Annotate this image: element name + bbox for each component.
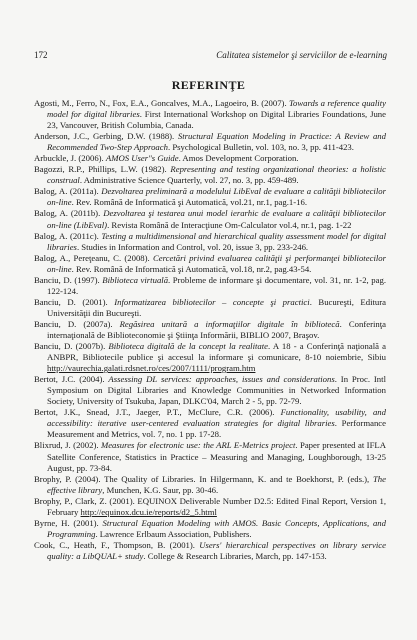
reference-list (34, 98, 386, 562)
reference-details: . Conferinţa internaţională de Biblioteconomie şi Ştiinţa Informării, BIBLIO 2007, Braşov. (47, 318, 386, 340)
reference-title: Biblioteca digitală de la concept la realitate (108, 341, 269, 352)
reference-details: . Revista Română de Interacţiune Om-Calculator vol.4, nr.1, pag. 1-22 (107, 219, 352, 230)
reference-title: Functionality, usability, and accessibility: iterative user-centered evaluation strategies for digital libraries (47, 407, 386, 429)
reference-details: . Amos Development Corporation. (178, 153, 299, 164)
reference-title: Measures for electronic use: the ARL E-Metrics project (100, 440, 296, 451)
reference-details: . A 18 - a Conferinţă naţională a ANBPR, Bibliotecile publice şi accesul la informare şi comunicare, 8-10 noiembrie, Sibiu (47, 341, 386, 363)
reference-title: Structural Equation Modeling with AMOS. Basic Concepts, Applications, and Programming (47, 517, 386, 539)
reference-entry (34, 186, 386, 208)
reference-authors: Balog, A. (2011b). (34, 208, 104, 219)
reference-authors: Banciu, D. (2001). (34, 296, 115, 307)
reference-authors: Blixrud, J. (2002). (34, 440, 101, 451)
reference-authors: Bertot, J.K., Snead, J.T., Jaeger, P.T., McClure, C.R. (2006). (34, 407, 281, 418)
reference-title: AMOS User"s Guide (105, 153, 179, 164)
running-title: Calitatea sistemelor şi serviciilor de e-learning (216, 50, 387, 60)
reference-authors: Banciu, D. (1997). (34, 274, 103, 285)
reference-entry (34, 231, 386, 253)
reference-title: Informatizarea bibliotecilor – concepte şi practici (114, 296, 310, 307)
section-title: REFERINŢE (171, 78, 246, 92)
reference-link[interactable]: http://equinox.dcu.ie/reports/d2_5.html (80, 506, 217, 517)
reference-details: . College & Research Libraries, March, pp. 147-153. (143, 550, 327, 561)
reference-entry (34, 540, 386, 562)
reference-title: Representing and testing organizational theories: a holistic construal (47, 164, 386, 186)
reference-details: . Lawrence Erlbaum Association, Publishers. (95, 528, 252, 539)
reference-details: . Performance Measurement and Metrics, vol. 7, no. 1 pp. 17-28. (47, 418, 386, 440)
reference-entry (34, 440, 386, 473)
reference-title: Regăsirea unitară a informaţiilor digitale în bibliotecă (119, 318, 340, 329)
reference-authors: Byrne, H. (2001). (34, 517, 103, 528)
reference-details: . In Proc. Intl Symposium on Digital Libraries and Knowledge Communities in Networked Information Society, University of Tsukuba, Japan, DLKC'04, March 2 - 5, pp. 72-79. (47, 374, 386, 407)
reference-authors: Arbuckle, J. (2006). (34, 153, 106, 164)
reference-authors: Banciu, D. (2007b). (34, 341, 109, 352)
reference-entry (34, 474, 386, 496)
reference-entry (34, 275, 386, 297)
reference-entry (34, 496, 386, 518)
reference-details: . Psychological Bulletin, vol. 103, no. 3, pp. 411-423. (167, 142, 354, 153)
reference-entry (34, 164, 386, 186)
reference-details: . Bucureşti, Editura Universităţii din Bucureşti. (47, 296, 386, 318)
reference-details: . Paper presented at IFLA Satellite Conference, Statistics in Practice – Measuring and Managing, Loughborough, 13-25 August, pp. 73-84. (47, 440, 386, 473)
reference-entry (34, 98, 386, 131)
reference-entry (34, 374, 386, 407)
reference-authors: Brophy, P., Clark, Z. (2001). EQUINOX Deliverable Number D2.5: Edited Final Report, Version 1, February (34, 495, 386, 517)
reference-details: . Rev. Română de Informatică şi Automatică, vol.21, nr.1, pag.1-16. (71, 197, 308, 208)
reference-authors: Balog, A., Pereţeanu, C. (2008). (34, 252, 153, 263)
reference-title: Users' hierarchical perspectives on library service quality: a LibQUAL+ study (47, 539, 387, 561)
reference-authors: Bagozzi, R.P., Phillips, L.W. (1982). (34, 164, 171, 175)
reference-details: . Probleme de informare şi documentare, vol. 31, nr. 1-2, pag. 122-124. (47, 274, 386, 296)
reference-authors: Agosti, M., Ferro, N., Fox, E.A., Goncalves, M.A., Lagoeiro, B. (2007). (34, 98, 289, 108)
reference-entry (34, 253, 386, 275)
reference-title: Towards a reference quality model for digital libraries (47, 98, 386, 120)
reference-title: Cercetări privind evaluarea calităţii şi performanţei bibliotecilor on-line (47, 252, 386, 274)
reference-title: Testing a multidimensional and hierarchical quality assessment model for digital libraries (47, 230, 386, 252)
reference-entry (34, 208, 386, 230)
page-number: 172 (34, 50, 48, 60)
reference-details: . Studies in Information and Control, vol. 20, issue 3, pp. 233-246. (76, 241, 309, 252)
reference-entry (34, 407, 386, 440)
reference-authors: Balog, A. (2011c). (34, 230, 102, 241)
reference-details: , Munchen, K.G. Saur, pp. 30-46. (102, 484, 219, 495)
reference-title: Biblioteca virtuală (102, 274, 169, 285)
reference-details: . Administrative Science Quarterly, vol. 27, no. 3, pp. 459-489. (79, 175, 299, 186)
reference-authors: Banciu, D. (2007a). (34, 318, 120, 329)
reference-entry (34, 131, 386, 153)
page-header (34, 50, 387, 63)
reference-authors: Brophy, P. (2004). The Quality of Libraries. In Hilgermann, K. and te Boekhorst, P. (eds.), (34, 473, 373, 484)
reference-title: Dezvoltarea preliminară a modelului LibEval de evaluare a calităţii bibliotecilor on-line (47, 186, 386, 208)
reference-link[interactable]: http://vaurechia.galati.rdsnet.ro/ces/2007/1111/program.htm (47, 363, 256, 374)
reference-title: Assessing DL services: approaches, issues and considerations (108, 374, 335, 385)
reference-authors: Bertot, J.C. (2004). (34, 374, 109, 385)
reference-title: Dezvoltarea şi testarea unui model ierarhic de evaluare a calităţii bibliotecilor on-line (LibEval) (47, 208, 386, 230)
reference-authors: Cook, C., Heath, F., Thompson, B. (2001). (34, 539, 200, 550)
reference-details: . Rev. Română de Informatică şi Automatică, vol.18, nr.2, pag.43-54. (71, 263, 312, 274)
reference-entry (34, 341, 386, 374)
reference-title: The effective library (47, 473, 386, 495)
reference-title: Structural Equation Modeling in Practice: A Review and Recommended Two-Step Approach (47, 131, 386, 153)
reference-details: . First International Workshop on Digital Libraries Foundations, June 23, Vancouver, British Columbia, Canada. (47, 109, 386, 131)
reference-entry (34, 319, 386, 341)
reference-authors: Balog, A. (2011a). (34, 186, 102, 197)
reference-entry (34, 297, 386, 319)
reference-entry (34, 518, 386, 540)
reference-authors: Anderson, J.C., Gerbing, D.W. (1988). (34, 131, 178, 142)
reference-entry (34, 153, 386, 164)
